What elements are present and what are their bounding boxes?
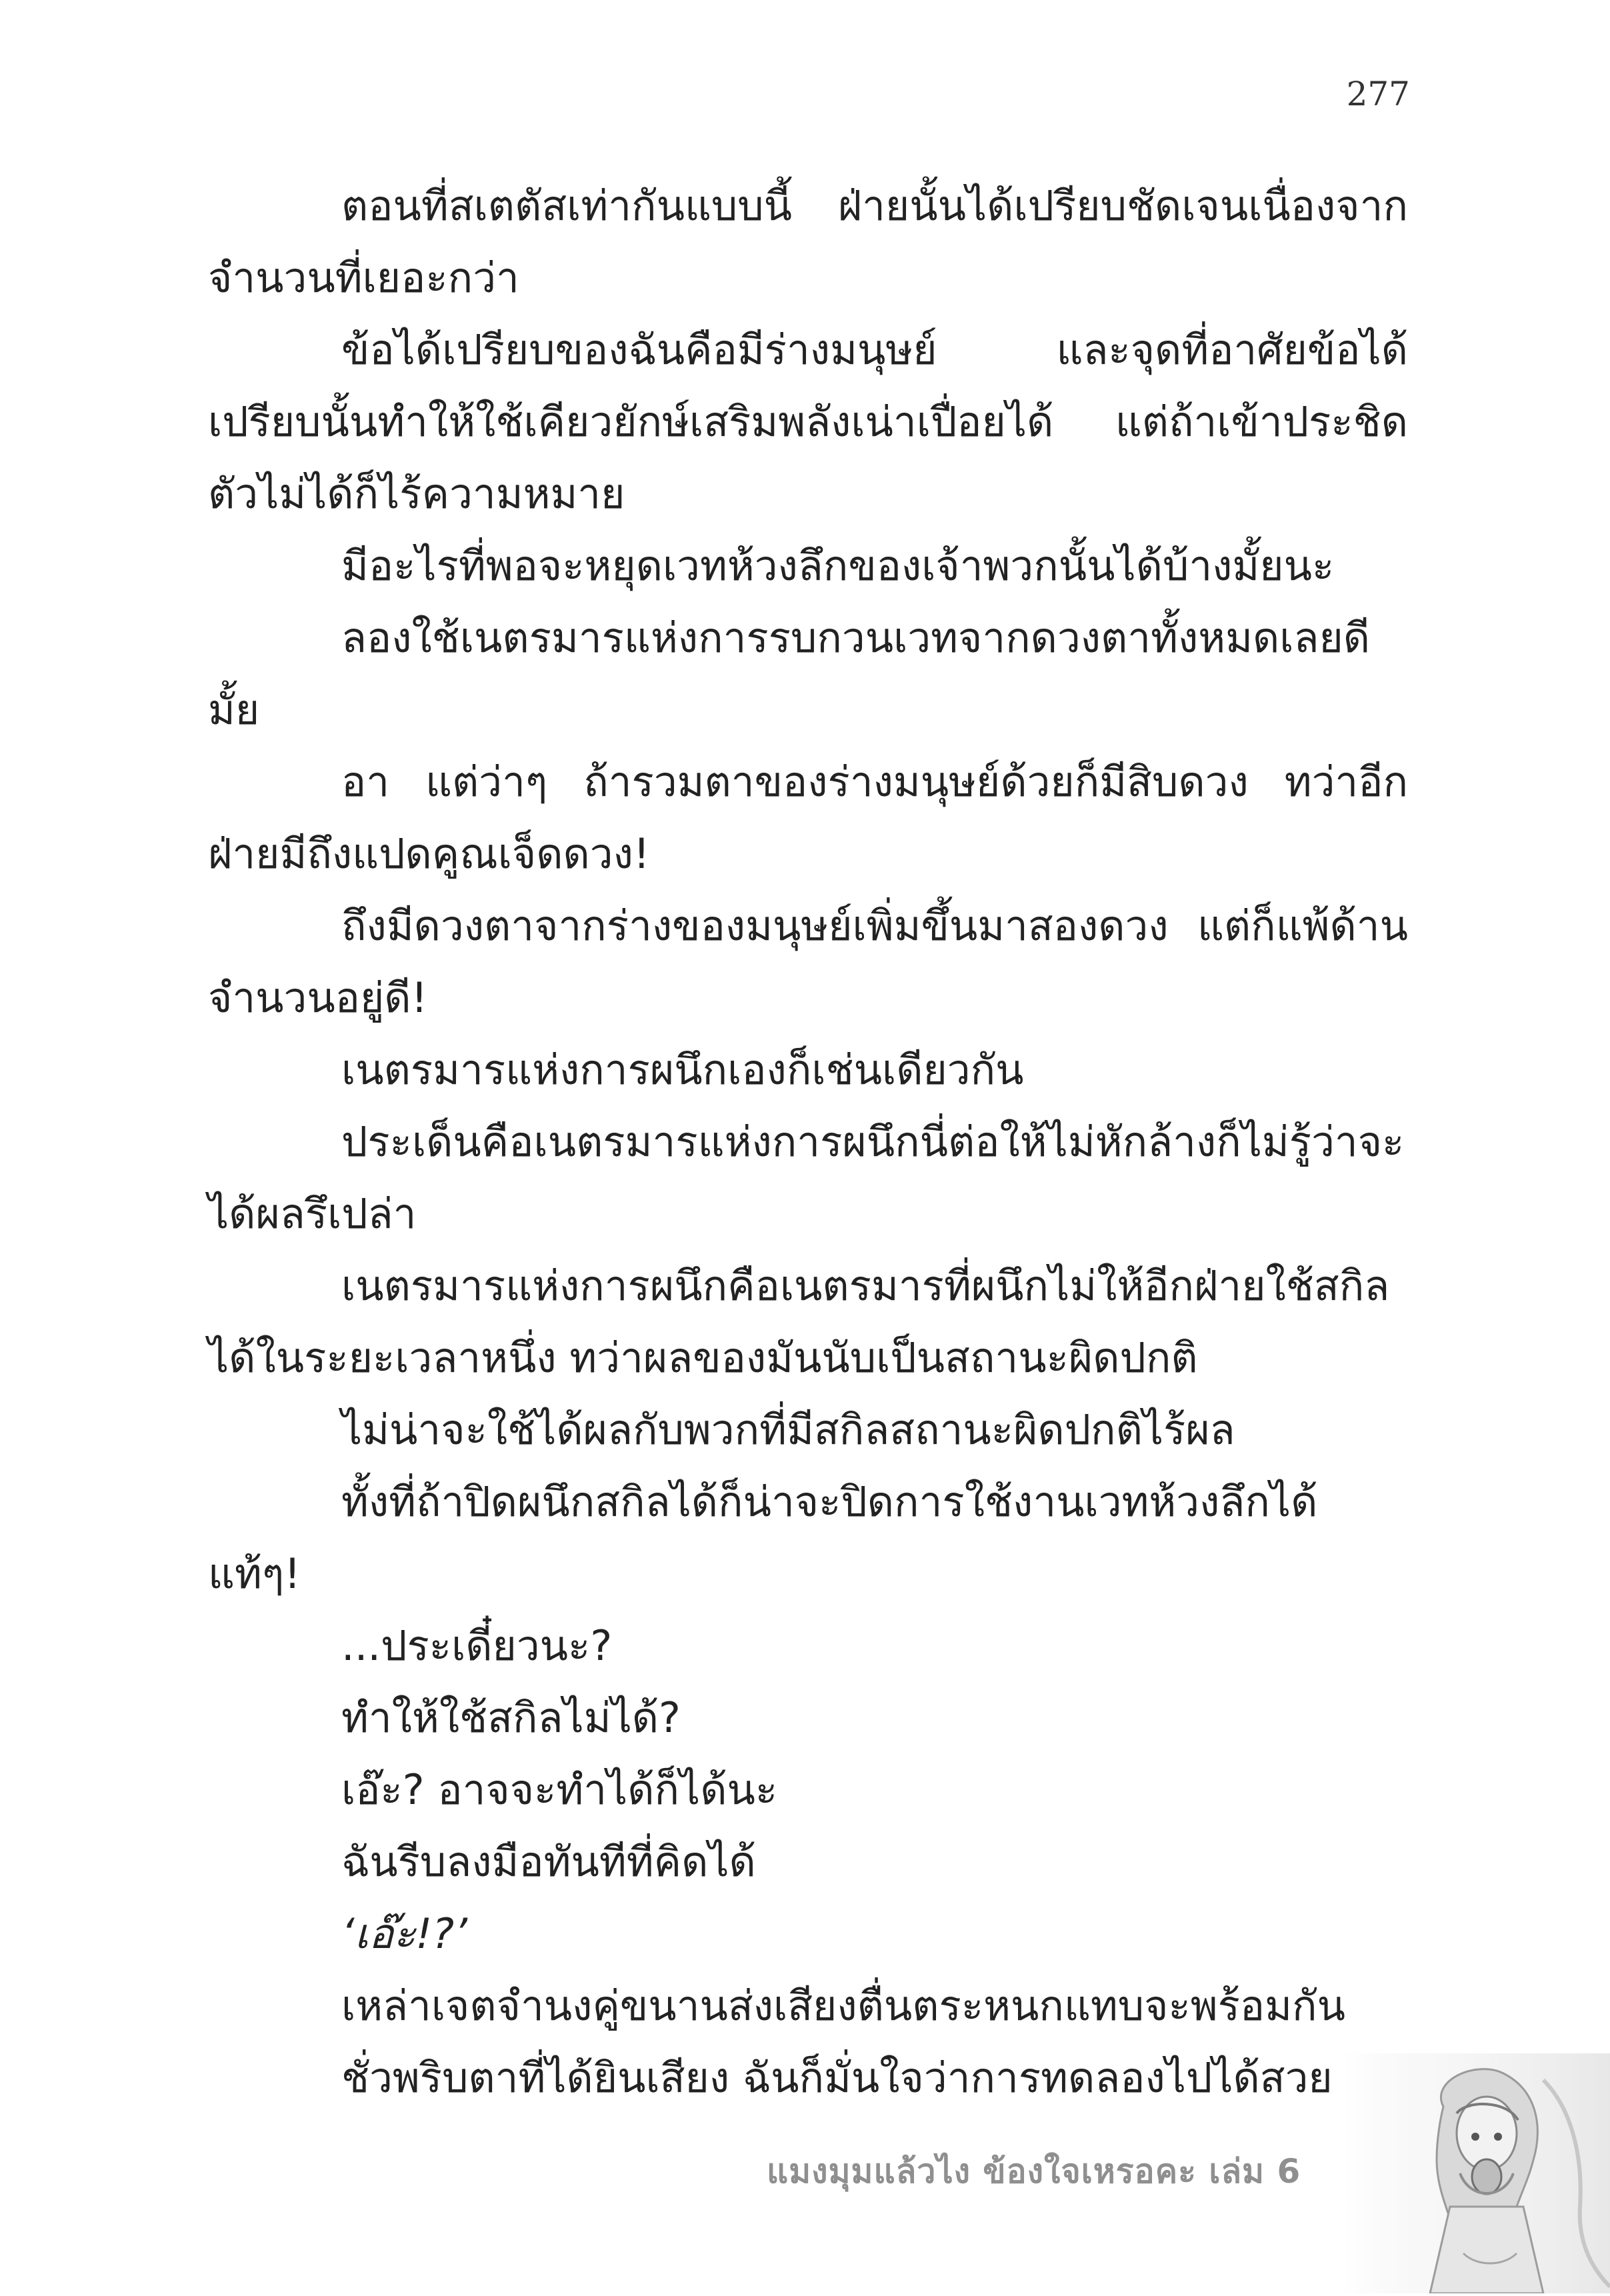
paragraph: เหล่าเจตจำนงคู่ขนานส่งเสียงตื่นตระหนกแทบจะพร้อมกัน — [341, 1981, 1345, 2030]
paragraph: เนตรมารแห่งการผนึกเองก็เช่นเดียวกัน — [341, 1045, 1024, 1094]
paragraph: ชั่วพริบตาที่ได้ยินเสียง ฉันก็มั่นใจว่าการทดลองไปได้สวย — [341, 2053, 1333, 2102]
paragraph: ลองใช้เนตรมารแห่งการรบกวนเวทจากดวงตาทั้งหมดเลยดีมั้ย — [208, 613, 1371, 734]
paragraph: ทำให้ใช้สกิลไม่ได้? — [341, 1693, 681, 1742]
paragraph: ถึงมีดวงตาจากร่างของมนุษย์เพิ่มขึ้นมาสองดวง แต่ก็แพ้ด้านจำนวนอยู่ดี! — [208, 901, 1408, 1022]
paragraph: ไม่น่าจะใช้ได้ผลกับพวกที่มีสกิลสถานะผิดปกติไร้ผล — [341, 1405, 1235, 1454]
paragraph: ตอนที่สเตตัสเท่ากันแบบนี้ ฝ่ายนั้นได้เปรียบชัดเจนเนื่องจากจำนวนที่เยอะกว่า — [208, 181, 1408, 302]
paragraph: อา แต่ว่าๆ ถ้ารวมตาของร่างมนุษย์ด้วยก็มีสิบดวง ทว่าอีกฝ่ายมีถึงแปดคูณเจ็ดดวง! — [208, 757, 1408, 878]
paragraph: ...ประเดี๋ยวนะ? — [341, 1621, 613, 1670]
body-text — [208, 170, 1408, 2114]
character-illustration — [1343, 2053, 1610, 2293]
paragraph: ประเด็นคือเนตรมารแห่งการผนึกนี่ต่อให้ไม่หักล้างก็ไม่รู้ว่าจะได้ผลรึเปล่า — [208, 1117, 1405, 1238]
paragraph: ข้อได้เปรียบของฉันคือมีร่างมนุษย์ และจุดที่อาศัยข้อได้เปรียบนั้นทำให้ใช้เคียวยักษ์เสริมพลังเน่าเปื่อยได้ แต่ถ้าเข้าประชิดตัวไม่ได้ก็ไร้ความหมาย — [208, 325, 1408, 518]
paragraph: เอ๊ะ? อาจจะทำได้ก็ได้นะ — [341, 1765, 778, 1814]
page-number: 277 — [1346, 75, 1410, 113]
paragraph: มีอะไรที่พอจะหยุดเวทห้วงลึกของเจ้าพวกนั้นได้บ้างมั้ยนะ — [341, 541, 1335, 590]
paragraph: เนตรมารแห่งการผนึกคือเนตรมารที่ผนึกไม่ให้อีกฝ่ายใช้สกิลได้ในระยะเวลาหนึ่ง ทว่าผลของมันนับเป็นสถานะผิดปกติ — [208, 1261, 1390, 1382]
footer-book-title: แมงมุมแล้วไง ข้องใจเหรอคะ เล่ม 6 — [767, 2152, 1301, 2191]
paragraph: ฉันรีบลงมือทันทีที่คิดได้ — [341, 1837, 756, 1886]
paragraph: ทั้งที่ถ้าปิดผนึกสกิลได้ก็น่าจะปิดการใช้งานเวทห้วงลึกได้แท้ๆ! — [208, 1477, 1318, 1598]
paragraph-italic-thought: ‘เอ๊ะ!?’ — [341, 1909, 467, 1958]
